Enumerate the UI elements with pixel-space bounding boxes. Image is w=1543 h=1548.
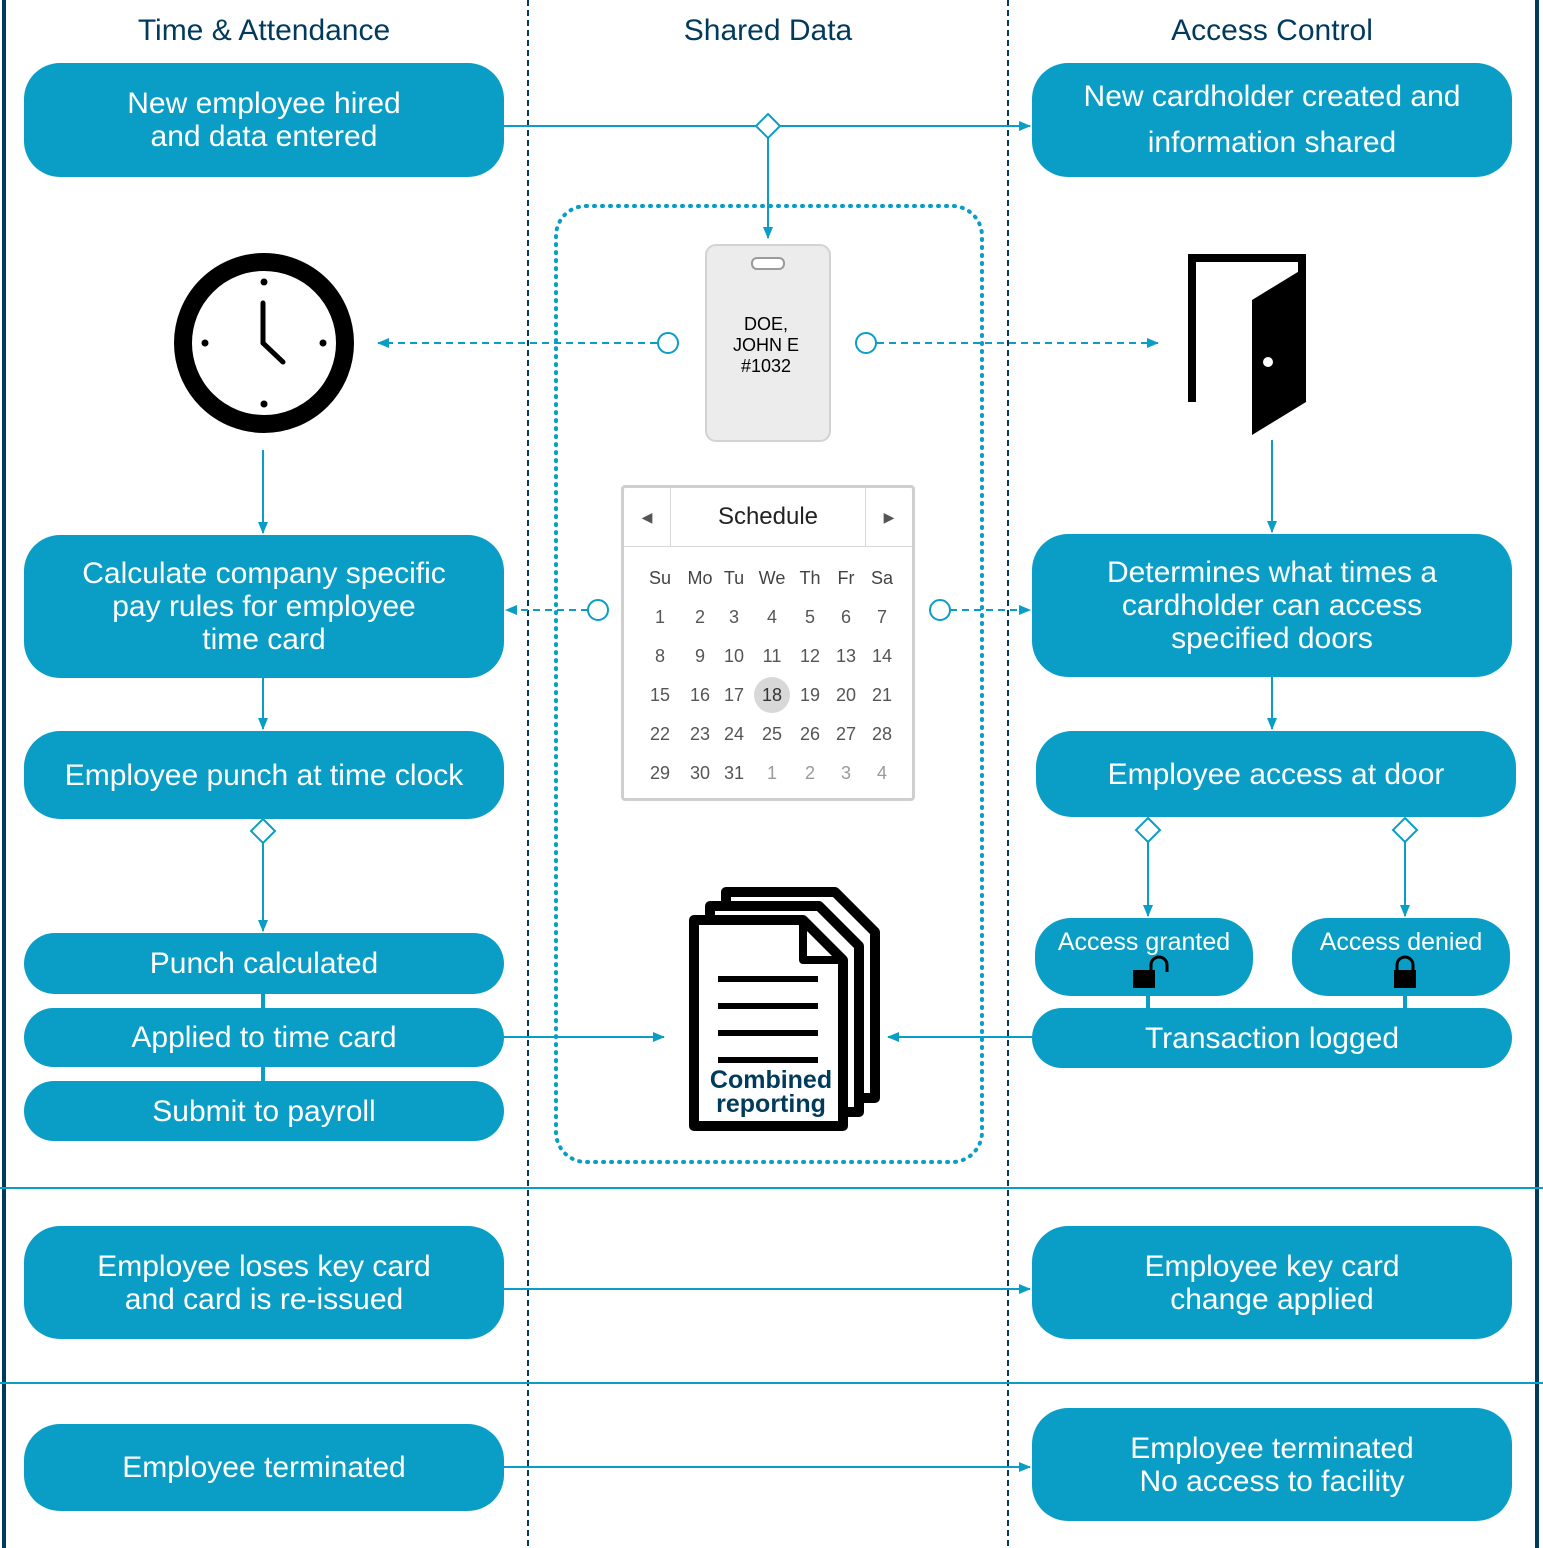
calendar-day[interactable]: 4	[876, 762, 887, 783]
calendar-weekday: Fr	[837, 567, 855, 588]
badge-cardholder-text: DOE, JOHN E #1032	[732, 314, 799, 376]
calendar-day[interactable]: 2	[804, 762, 815, 783]
calendar-day[interactable]: 23	[689, 723, 711, 744]
calendar-weekday: Su	[648, 567, 672, 588]
calendar-day[interactable]: 9	[694, 645, 705, 666]
calendar-header	[624, 488, 912, 547]
schedule-calendar	[621, 485, 915, 801]
calendar-day[interactable]: 27	[835, 723, 857, 744]
calendar-day[interactable]: 25	[761, 723, 783, 744]
calendar-day[interactable]: 22	[649, 723, 671, 744]
box-employee-loses-key-card: Employee loses key card and card is re-issued	[24, 1226, 504, 1339]
calendar-day[interactable]: 1	[766, 762, 777, 783]
calendar-day[interactable]: 12	[799, 645, 821, 666]
triangle-right-icon[interactable]: ▶	[865, 488, 912, 546]
calendar-weekday: We	[758, 567, 786, 588]
box-punch-calculated: Punch calculated	[24, 933, 504, 994]
calendar-day[interactable]: 31	[723, 762, 745, 783]
lane-title-time-attendance: Time & Attendance	[137, 14, 391, 47]
box-determines-access-times: Determines what times a cardholder can access specified doors	[1032, 534, 1512, 677]
calendar-day[interactable]: 20	[835, 684, 857, 705]
calendar-day[interactable]: 15	[649, 684, 671, 705]
decision-diamond-top	[756, 114, 780, 138]
connector-origin-schedule-right	[930, 600, 950, 620]
clock-icon	[183, 262, 345, 424]
calendar-day[interactable]: 21	[871, 684, 893, 705]
calendar-day[interactable]: 30	[689, 762, 711, 783]
box-submit-to-payroll: Submit to payroll	[24, 1081, 504, 1141]
decision-diamond-denied	[1393, 818, 1417, 842]
calendar-day[interactable]: 8	[654, 645, 665, 666]
calendar-day[interactable]: 16	[689, 684, 711, 705]
calendar-day[interactable]: 3	[728, 606, 739, 627]
calendar-day[interactable]: 18	[754, 677, 790, 713]
calendar-title: Schedule	[717, 503, 819, 530]
triangle-left-icon[interactable]: ◀	[624, 488, 671, 546]
box-applied-to-time-card: Applied to time card	[24, 1008, 504, 1067]
box-access-denied: Access denied	[1292, 918, 1510, 996]
combined-reporting-label: Combined reporting	[709, 1066, 833, 1118]
calendar-day[interactable]: 4	[766, 606, 777, 627]
calendar-day[interactable]: 28	[871, 723, 893, 744]
calendar-weekday: Mo	[687, 567, 713, 588]
calendar-weekday: Sa	[870, 567, 894, 588]
box-new-cardholder: New cardholder created and information shared	[1032, 63, 1512, 177]
calendar-day[interactable]: 24	[723, 723, 745, 744]
box-employee-terminated: Employee terminated	[24, 1424, 504, 1511]
decision-diamond-punch	[251, 819, 275, 843]
connector-origin-badge-right	[856, 333, 876, 353]
lane-title-access-control: Access Control	[1171, 14, 1373, 47]
calendar-day[interactable]: 14	[871, 645, 893, 666]
calendar-day[interactable]: 1	[654, 606, 665, 627]
calendar-day[interactable]: 5	[804, 606, 815, 627]
calendar-day[interactable]: 29	[649, 762, 671, 783]
calendar-day[interactable]: 10	[723, 645, 745, 666]
connector-origin-badge-left	[658, 333, 678, 353]
calendar-day[interactable]: 11	[762, 645, 782, 666]
connector-origin-schedule-left	[588, 600, 608, 620]
box-calculate-pay-rules: Calculate company specific pay rules for employee time card	[24, 535, 504, 678]
calendar-weekday: Tu	[723, 567, 745, 588]
box-transaction-logged: Transaction logged	[1032, 1008, 1512, 1068]
decision-diamond-granted	[1136, 818, 1160, 842]
open-door-icon	[1192, 258, 1306, 435]
calendar-day[interactable]: 2	[694, 606, 705, 627]
calendar-day[interactable]: 3	[840, 762, 851, 783]
calendar-weekday: Th	[799, 567, 821, 588]
calendar-day[interactable]: 17	[723, 684, 745, 705]
box-key-card-change-applied: Employee key card change applied	[1032, 1226, 1512, 1339]
box-terminated-no-access: Employee terminated No access to facility	[1032, 1408, 1512, 1521]
calendar-day[interactable]: 13	[835, 645, 857, 666]
box-new-employee: New employee hired and data entered	[24, 63, 504, 177]
box-employee-access-at-door: Employee access at door	[1036, 731, 1516, 817]
calendar-day[interactable]: 26	[799, 723, 821, 744]
calendar-day[interactable]: 7	[876, 606, 887, 627]
calendar-day[interactable]: 6	[840, 606, 851, 627]
box-access-granted: Access granted	[1035, 918, 1253, 996]
box-employee-punch: Employee punch at time clock	[24, 731, 504, 819]
lane-title-shared-data: Shared Data	[683, 14, 853, 47]
calendar-day[interactable]: 19	[799, 684, 821, 705]
